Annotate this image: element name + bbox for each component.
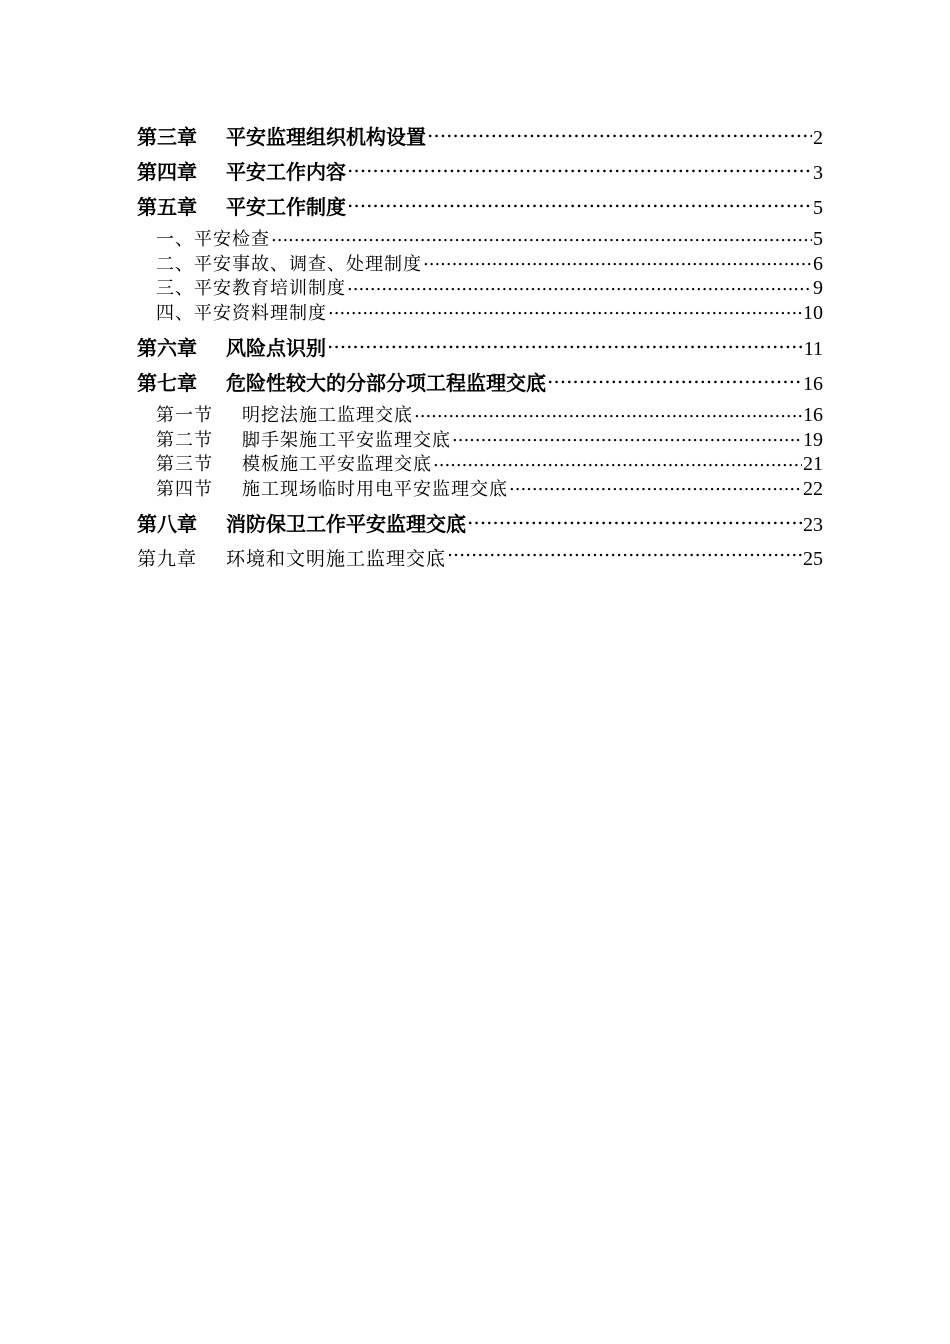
chapter-number: 第八章 <box>137 512 197 536</box>
page-number: 19 <box>803 428 823 451</box>
page-number: 6 <box>813 252 823 275</box>
chapter-number: 第五章 <box>137 195 197 219</box>
toc-entry-chapter-3[interactable] <box>137 120 823 155</box>
toc-entry-chapter-4[interactable] <box>137 155 823 190</box>
chapter-number: 第六章 <box>137 336 197 360</box>
chapter-title: 风险点识别 <box>226 336 326 360</box>
toc-entry-label <box>137 331 326 366</box>
section-title: 明挖法施工监理交底 <box>242 405 413 426</box>
sub-title: 一、平安检查 <box>156 229 270 250</box>
sub-title: 二、平安事故、调查、处理制度 <box>156 253 422 275</box>
chapter-title: 消防保卫工作平安监理交底 <box>226 512 466 536</box>
dot-leader <box>423 252 812 270</box>
page-number: 11 <box>803 338 823 360</box>
toc-entry-section-1[interactable] <box>137 403 823 428</box>
dot-leader <box>427 124 812 144</box>
section-number: 第三节 <box>156 454 213 475</box>
dot-leader <box>347 276 812 294</box>
page-number: 10 <box>803 301 823 324</box>
chapter-number: 第七章 <box>137 371 197 395</box>
toc-entry-label <box>137 366 546 401</box>
chapter-title: 平安工作内容 <box>226 160 346 184</box>
chapter-number: 第四章 <box>137 160 197 184</box>
toc-entry-chapter-9[interactable] <box>137 542 823 577</box>
toc-entry-label <box>156 404 413 429</box>
toc-entry-chapter-5[interactable] <box>137 190 823 225</box>
dot-leader <box>447 546 802 565</box>
page-number: 9 <box>813 277 823 299</box>
dot-leader <box>347 194 812 214</box>
section-number: 第四节 <box>156 478 213 500</box>
chapter-title: 危险性较大的分部分项工程监理交底 <box>226 371 546 395</box>
page-number: 5 <box>813 228 823 250</box>
toc-entry-section-3[interactable] <box>137 452 823 477</box>
page-number: 25 <box>803 548 823 570</box>
toc-entry-section-2[interactable] <box>137 428 823 453</box>
toc-entry-label <box>137 190 346 225</box>
toc-entry-sub-4[interactable] <box>137 301 823 326</box>
toc-entry-label <box>156 429 451 454</box>
section-number: 第一节 <box>156 405 213 426</box>
page-number: 22 <box>803 477 823 500</box>
page-number: 2 <box>813 127 823 149</box>
toc-entry-label <box>137 507 466 542</box>
section-title: 施工现场临时用电平安监理交底 <box>242 478 508 500</box>
sub-title: 三、平安教育培训制度 <box>156 278 346 299</box>
dot-leader <box>347 159 812 179</box>
section-title: 模板施工平安监理交底 <box>242 454 432 475</box>
table-of-contents <box>137 120 823 577</box>
dot-leader <box>433 452 802 470</box>
dot-leader <box>467 511 802 531</box>
toc-entry-sub-1[interactable] <box>137 227 823 252</box>
section-title: 脚手架施工平安监理交底 <box>242 429 451 451</box>
dot-leader <box>452 428 802 446</box>
toc-entry-chapter-6[interactable] <box>137 331 823 366</box>
toc-entry-label <box>137 120 426 155</box>
toc-entry-chapter-7[interactable] <box>137 366 823 401</box>
dot-leader <box>509 477 802 495</box>
toc-entry-sub-2[interactable] <box>137 252 823 277</box>
toc-entry-label <box>156 478 508 503</box>
chapter-number: 第三章 <box>137 125 197 149</box>
toc-entry-label <box>137 542 446 577</box>
page-number: 5 <box>813 197 823 219</box>
page-number: 23 <box>803 514 823 536</box>
section-number: 第二节 <box>156 429 213 451</box>
dot-leader <box>547 370 802 390</box>
page-number: 16 <box>803 373 823 395</box>
chapter-title: 环境和文明施工监理交底 <box>226 548 447 570</box>
sub-title: 四、平安资料理制度 <box>156 302 327 324</box>
chapter-number: 第九章 <box>137 548 198 570</box>
page-number: 16 <box>803 404 823 426</box>
toc-entry-label <box>156 453 432 478</box>
toc-entry-chapter-8[interactable] <box>137 507 823 542</box>
dot-leader <box>271 227 812 245</box>
dot-leader <box>327 335 803 355</box>
chapter-title: 平安工作制度 <box>226 195 346 219</box>
toc-entry-section-4[interactable] <box>137 477 823 502</box>
dot-leader <box>328 301 802 319</box>
chapter-title: 平安监理组织机构设置 <box>226 125 426 149</box>
page-number: 21 <box>803 453 823 475</box>
dot-leader <box>414 403 802 421</box>
page-number: 3 <box>813 162 823 184</box>
toc-entry-label <box>137 155 346 190</box>
toc-entry-sub-3[interactable] <box>137 276 823 301</box>
